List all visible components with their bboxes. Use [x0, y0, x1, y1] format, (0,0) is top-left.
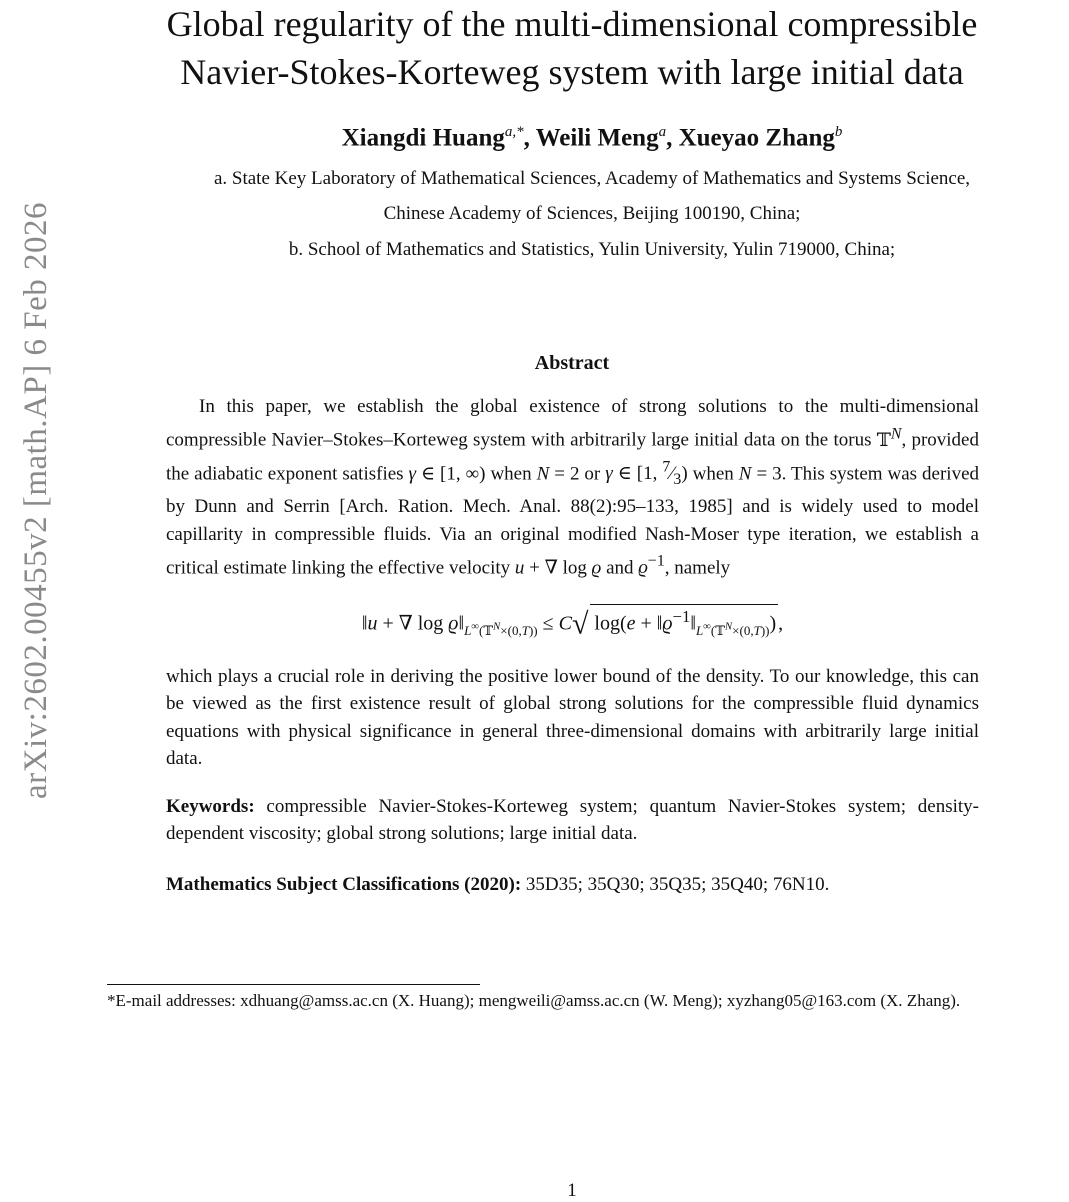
- arxiv-identifier: [18, 140, 54, 860]
- author-name: Xiangdi Huang: [341, 124, 505, 152]
- page-number: 1: [567, 1180, 577, 1201]
- abstract-text: or: [579, 463, 606, 485]
- title-line-1: Global regularity of the multi-dimensional compressible: [166, 4, 978, 44]
- abstract-text: and: [601, 557, 639, 579]
- math-n2: N = 2: [536, 463, 580, 485]
- abstract-text: , namely: [664, 557, 731, 579]
- critical-estimate-equation: ‖u + ∇ $\log ϱ‖_{L^\infty(𝕋^N\times(0,T))} \le C√$ $\log(e + ‖ϱ^{-1}‖_{L^\infty(𝕋^N\times(0,T))})$ ,: [166, 604, 979, 642]
- math-density-inverse: $ϱ^{-1}$: [638, 552, 665, 579]
- affiliation-a-line-2: Chinese Academy of Sciences, Beijing 100190, China;: [383, 203, 801, 224]
- abstract-heading: Abstract: [534, 352, 610, 374]
- affiliation-a-line-1: a. State Key Laboratory of Mathematical Sciences, Academy of Mathematics and Systems Science,: [213, 168, 971, 189]
- title-line-2: Navier-Stokes-Korteweg system with large initial data: [180, 52, 964, 92]
- math-gamma-range-3d: γ ∈ [1, $^7⁄_3$): [605, 458, 688, 489]
- author-mark: a,*: [504, 124, 524, 140]
- affiliation-b: b. School of Mathematics and Statistics, Yulin University, Yulin 719000, China;: [288, 239, 896, 260]
- footnote-email: *E-mail addresses: xdhuang@amss.ac.cn (X. Huang); mengweili@amss.ac.cn (W. Meng); xyzhang05@163.com (X. Zhang).: [107, 991, 961, 1010]
- msc-classifications: [166, 871, 979, 898]
- abstract-paragraph-1: [166, 393, 979, 582]
- author-mark: b: [834, 124, 843, 140]
- abstract-text: , provided the adiabatic exponent satisfies: [166, 429, 979, 485]
- abstract-text: when: [687, 463, 739, 485]
- keywords: [166, 793, 979, 848]
- math-n3: N = 3: [738, 463, 782, 485]
- author-list: Xiangdi Huang$^{a,*}$, Weili Meng$^a$, Xueyao Zhang$^b$: [341, 124, 843, 152]
- math-gamma-range: γ ∈ [1, ∞): [408, 463, 486, 485]
- msc-label: Mathematics Subject Classifications (2020):: [166, 874, 522, 895]
- sqrt-symbol: √: [571, 607, 589, 641]
- msc-text: 35D35; 35Q30; 35Q35; 35Q40; 76N10.: [521, 874, 830, 895]
- abstract-text: when: [485, 463, 537, 485]
- author-mark: a: [658, 124, 667, 140]
- author-name: Xueyao Zhang: [678, 124, 835, 152]
- math-effective-velocity: u + ∇ log ϱ: [514, 557, 602, 579]
- abstract-text: . This system was derived by Dunn and Serrin [Arch. Ration. Mech. Anal. 88(2):95–133, 1985] and is widely used to model capillarity in compressible fluids. Via an original modified Nash-Moser type iteration, we establish a critical estimate linking the effective velocity: [166, 463, 980, 579]
- math-torus: 𝕋$^N$: [876, 425, 902, 451]
- arxiv-identifier-text: arXiv:2602.00455v2 [math.AP] 6 Feb 2026: [17, 201, 54, 799]
- keywords-text: compressible Navier-Stokes-Korteweg system; quantum Navier-Stokes system; density-dependent viscosity; global strong solutions; large initial data.: [166, 796, 979, 845]
- paper-title: [70, 0, 1069, 96]
- abstract-paragraph-2: which plays a crucial role in deriving the positive lower bound of the density. To our knowledge, this can be viewed as the first existence result of global strong solutions for the compressible fluid dynamics equations with physical significance in general three-dimensional domains with arbitrarily large initial data.: [166, 666, 979, 769]
- abstract-text: In this paper, we establish the global existence of strong solutions to the multi-dimensional compressible Navier–Stokes–Korteweg system with arbitrarily large initial data on the torus: [166, 396, 979, 451]
- footnote-divider: [107, 984, 480, 985]
- keywords-label: Keywords:: [166, 796, 255, 817]
- author-name: Weili Meng: [535, 124, 659, 152]
